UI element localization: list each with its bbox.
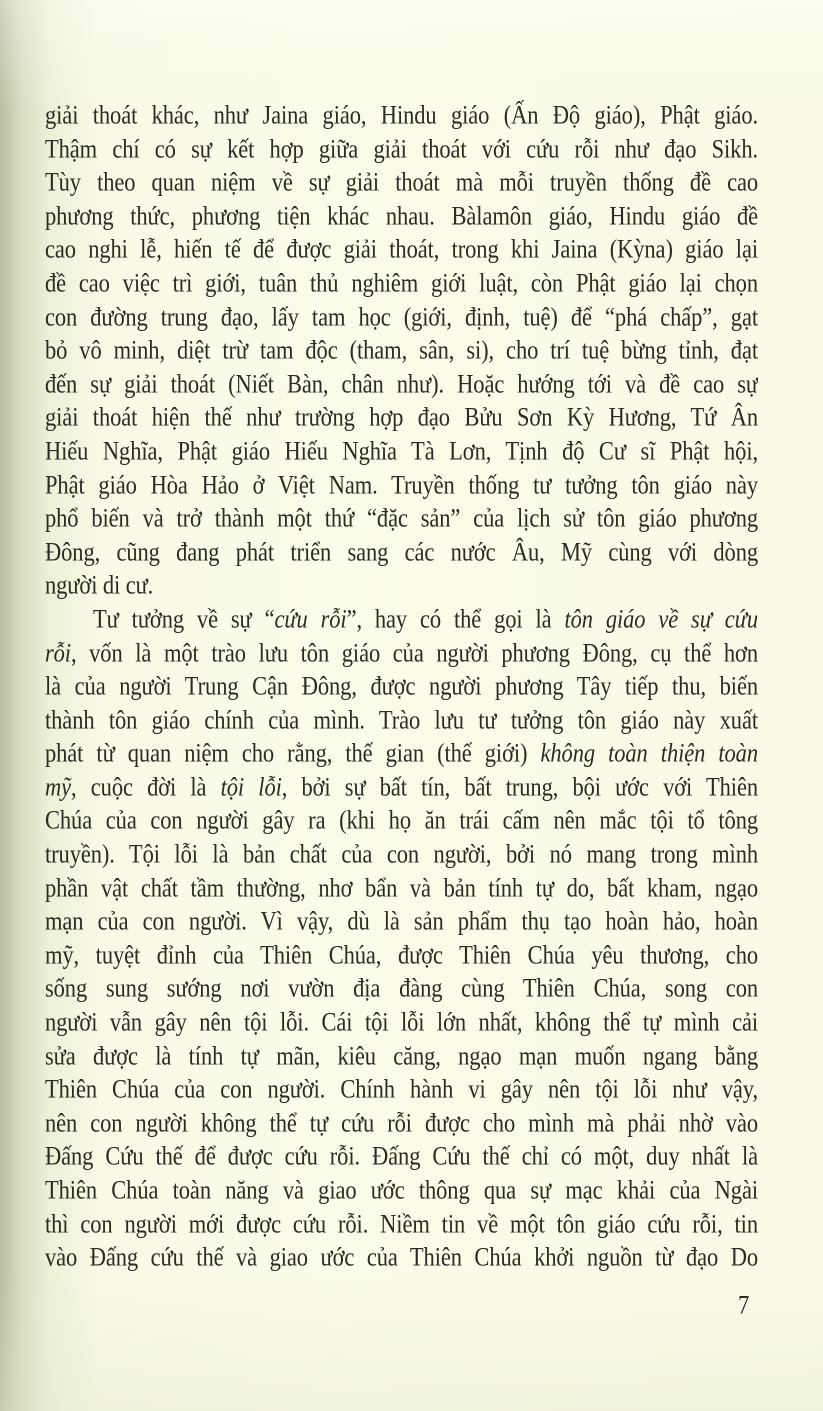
italic-text: rỗi (45, 637, 71, 668)
text-segment: phát từ quan niệm cho rằng, thế gian (thế giới) (45, 738, 541, 768)
text-segment: sống sung sướng nơi vườn địa đàng cùng Thiên Chúa, song con (45, 973, 758, 1004)
text-segment: , bởi sự bất tín, bất trung, bội ước với Thiên (281, 771, 758, 802)
text-segment: con đường trung đạo, lấy tam học (giới, định, tuệ) để “phá chấp”, gạt (45, 301, 758, 332)
text-segment: đề cao việc trì giới, tuân thủ nghiêm giới luật, còn Phật giáo lại chọn (45, 268, 758, 298)
page-number: 7 (738, 1289, 750, 1320)
text-segment: Chúa của con người gây ra (khi họ ăn trái cấm nên mắc tội tổ tông (45, 805, 758, 836)
text-segment: phương thức, phương tiện khác nhau. Bàlamôn giáo, Hindu giáo đề (45, 200, 758, 231)
text-segment: giải thoát khác, như Jaina giáo, Hindu giáo (Ấn Độ giáo), Phật giáo. (45, 100, 758, 130)
text-segment: cao nghi lễ, hiến tế để được giải thoát, trong khi Jaina (Kỳna) giáo lại (45, 234, 758, 264)
italic-text: mỹ (45, 771, 72, 802)
text-segment: Tư tưởng về sự “ (93, 603, 275, 634)
italic-text: cứu rỗi (274, 603, 347, 634)
text-segment: Đấng Cứu thế để được cứu rỗi. Đấng Cứu thế chỉ có một, duy nhất là (45, 1141, 758, 1171)
text-segment: phổ biến và trở thành một thứ “đặc sản” của lịch sử tôn giáo phương (45, 503, 758, 533)
text-segment: truyền). Tội lỗi là bản chất của con người, bởi nó mang trong mình (45, 839, 758, 869)
text-segment: , vốn là một trào lưu tôn giáo của người phương Đông, cụ thể hơn (70, 637, 758, 668)
italic-text: tội lỗi (220, 771, 282, 802)
text-segment: đến sự giải thoát (Niết Bàn, chân như). Hoặc hướng tới và đề cao sự (45, 368, 758, 399)
text-segment: Phật giáo Hòa Hảo ở Việt Nam. Truyền thống tư tưởng tôn giáo này (45, 469, 758, 500)
italic-text: không toàn thiện toàn (540, 738, 758, 768)
text-segment: người vẫn gây nên tội lỗi. Cái tội lỗi lớn nhất, không thể tự mình cải (45, 1007, 758, 1037)
text-segment: thì con người mới được cứu rỗi. Niềm tin về một tôn giáo cứu rỗi, tin (45, 1208, 758, 1239)
text-segment: phần vật chất tầm thường, nhơ bẩn và bản tính tự do, bất kham, ngạo (45, 872, 758, 903)
text-segment: , cuộc đời là (71, 771, 221, 802)
text-segment: nên con người không thể tự cứu rỗi được cho mình mà phải nhờ vào (45, 1107, 758, 1138)
text-segment: sửa được là tính tự mãn, kiêu căng, ngạo mạn muốn ngang bằng (45, 1040, 758, 1071)
text-segment: thành tôn giáo chính của mình. Trào lưu tư tưởng tôn giáo này xuất (45, 704, 758, 735)
text-segment: Đông, cũng đang phát triển sang các nước Âu, Mỹ cùng với dòng (45, 536, 758, 567)
text-segment: mạn của con người. Vì vậy, dù là sản phẩm thụ tạo hoàn hảo, hoàn (45, 906, 758, 936)
text-segment: mỹ, tuyệt đỉnh của Thiên Chúa, được Thiên Chúa yêu thương, cho (45, 939, 758, 970)
text-segment: Thiên Chúa toàn năng và giao ước thông qua sự mạc khải của Ngài (45, 1175, 758, 1205)
text-segment: Thiên Chúa của con người. Chính hành vi gây nên tội lỗi như vậy, (45, 1074, 758, 1104)
text-segment: người di cư. (45, 570, 154, 600)
book-page-body (45, 99, 758, 1275)
text-segment: bỏ vô minh, diệt trừ tam độc (tham, sân, si), cho trí tuệ bừng tỉnh, đạt (45, 335, 758, 365)
text-segment: Tùy theo quan niệm về sự giải thoát mà mỗi truyền thống đề cao (45, 167, 758, 197)
text-line (45, 1238, 758, 1278)
text-segment: là của người Trung Cận Đông, được người phương Tây tiếp thu, biến (45, 671, 758, 701)
text-segment: ”, hay có thể gọi là (346, 603, 565, 634)
text-segment: vào Đấng cứu thế và giao ước của Thiên Chúa khởi nguồn từ đạo Do (45, 1242, 758, 1272)
text-segment: Hiếu Nghĩa, Phật giáo Hiếu Nghĩa Tà Lơn, Tịnh độ Cư sĩ Phật hội, (45, 436, 758, 466)
text-segment: giải thoát hiện thế như trường hợp đạo Bửu Sơn Kỳ Hương, Tứ Ân (45, 402, 758, 432)
italic-text: tôn giáo về sự cứu (564, 603, 758, 634)
text-segment: Thậm chí có sự kết hợp giữa giải thoát với cứu rỗi như đạo Sikh. (45, 133, 758, 164)
